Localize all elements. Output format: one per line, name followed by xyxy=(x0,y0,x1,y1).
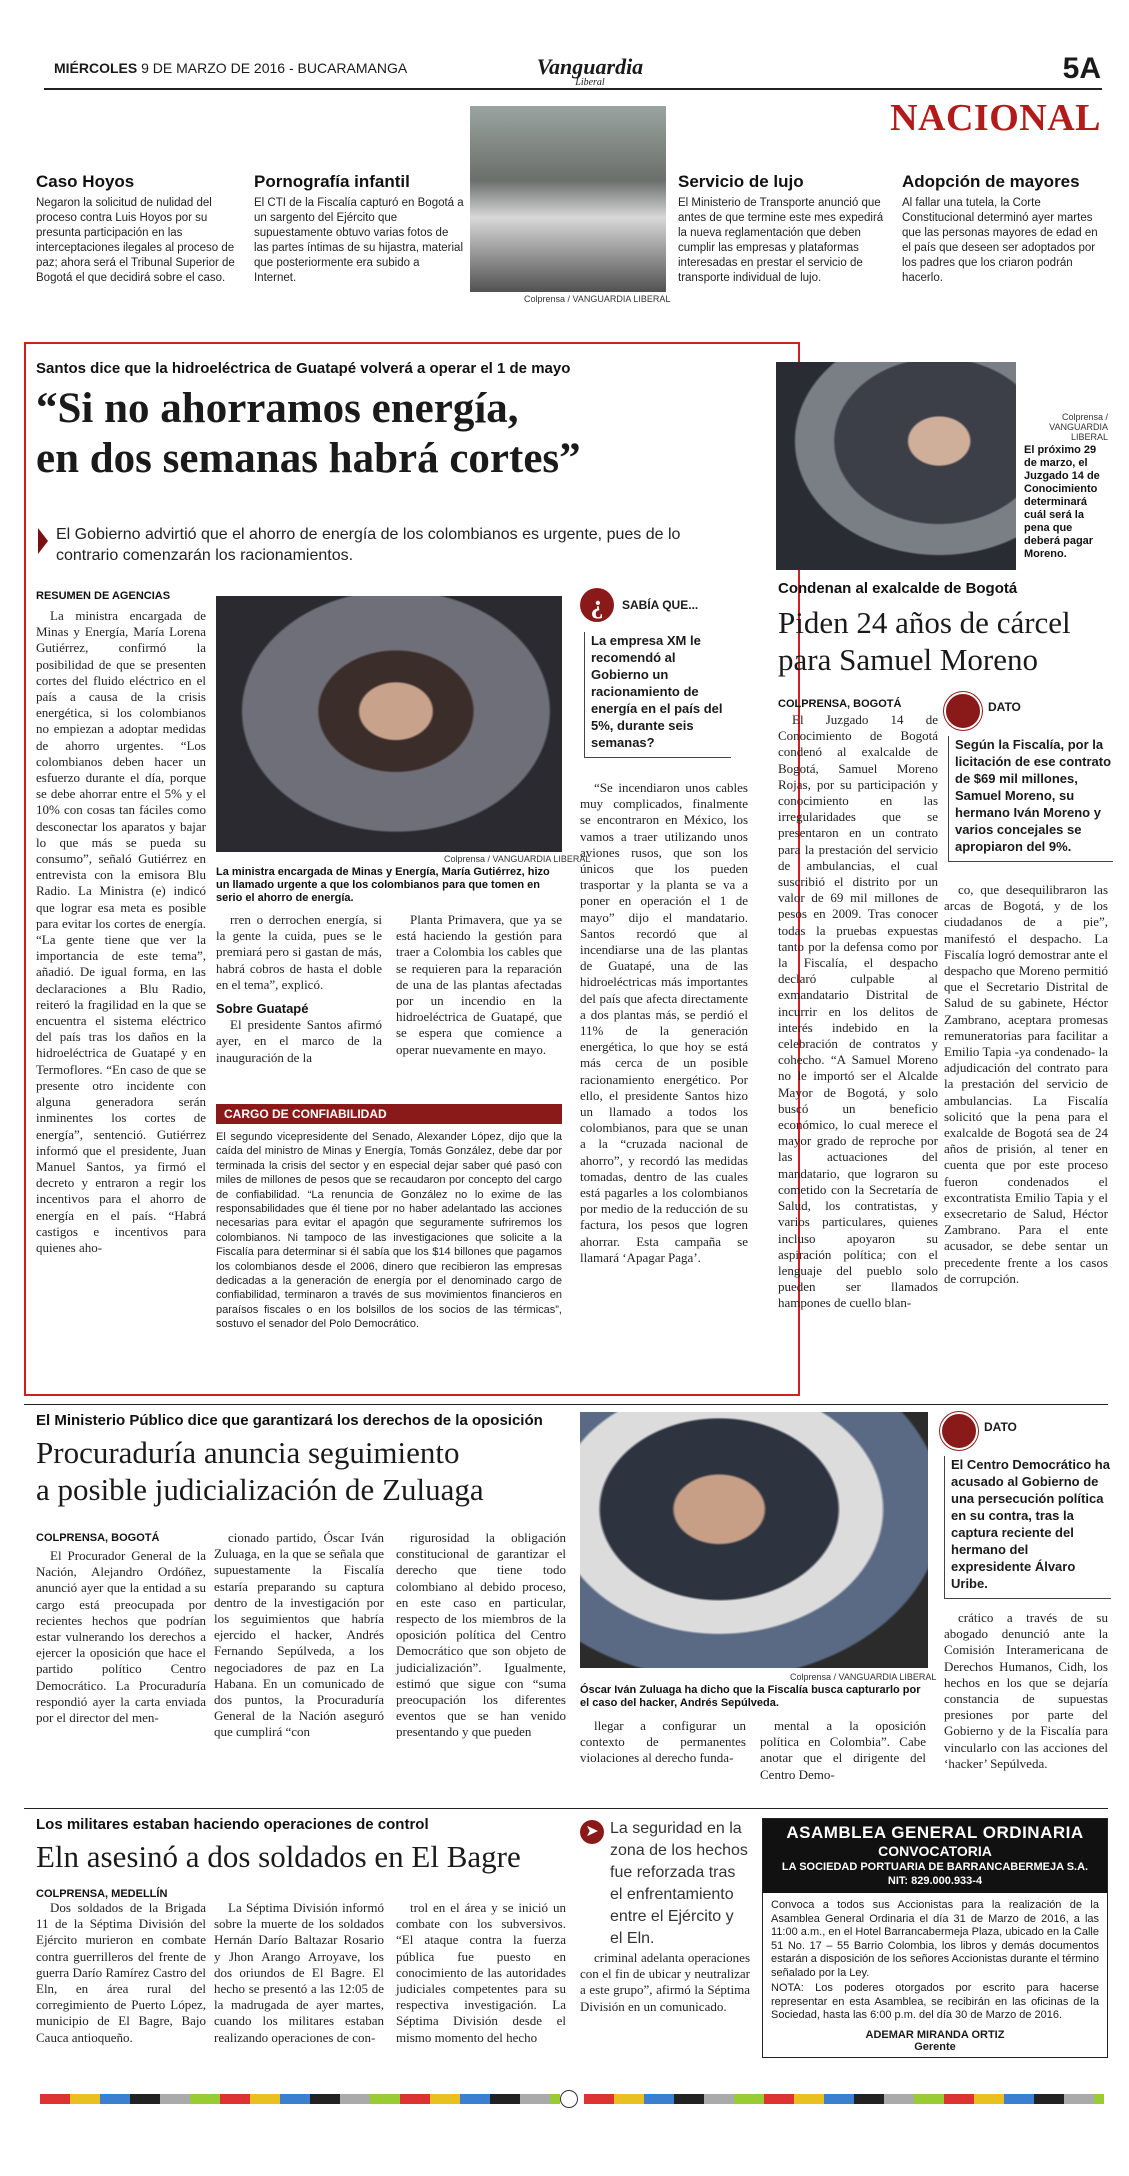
main-byline: RESUMEN DE AGENCIAS xyxy=(36,590,171,602)
brief-title: Caso Hoyos xyxy=(36,172,135,191)
ad-subtitle: CONVOCATORIA xyxy=(878,1843,992,1859)
moreno-headline-line1: Piden 24 años de cárcel xyxy=(778,605,1071,640)
brief-title: Servicio de lujo xyxy=(678,172,804,191)
section-divider-2 xyxy=(24,1808,1108,1809)
sub-guatape: Sobre Guatapé xyxy=(216,1001,309,1017)
dato-label: DATO xyxy=(984,1420,1017,1434)
header-date-day: MIÉRCOLES xyxy=(54,60,138,76)
brief-caso-hoyos xyxy=(36,172,236,286)
print-color-bar-right xyxy=(584,2094,1104,2104)
moreno-col1-text: El Juzgado 14 de Conocimiento de Bogotá condenó al exalcalde de Bogotá, Samuel Moreno Rojas, por su participación y conocimiento en las irregularidades que se presentaron en un contrato para la prestación del servicio de ambulancias, el cual suscribió el distrito por un valor de 69 mil millones de pesos en 2009. Tras conocer todas la pruebas expuestas tanto por la defensa como por la Fiscalía, el despacho declaró culpable al exmandatario Distrital de incurrir en los delitos de interés indebido en la celebración de contratos y cohecho. “A Samuel Moreno no le importó ser el Alcalde Mayor de Bogotá, y solo buscó un beneficio económico, lo cual merece el mayor grado de reproche por las actuaciones del mandatario, que lograron su cometido con la Secretaría de Salud, los contratistas, y varios particulares, quienes incluso apoyaron su aspiración política; con el lenguaje del pueblo solo pueden ser llamados hampones de cuello blan- xyxy=(778,712,938,1311)
dato-badge-icon xyxy=(944,692,982,730)
zuluaga-photo-credit: Colprensa / VANGUARDIA LIBERAL xyxy=(790,1672,937,1682)
zuluaga-col2-text: cionado partido, Óscar Iván Zuluaga, en la que se señala que supuestamente la Fiscalía estaría preparando su captura dentro de la investigación por los seguimientos que habría ejercido el hacker, Andrés Fernando Sepúlveda, a los negociadores de paz en La Habana. En un comunicado de dos puntos, la Procuraduría General de la Nación aseguró que cumplirá “con xyxy=(214,1530,384,1740)
eln-byline: COLPRENSA, MEDELLÍN xyxy=(36,1888,168,1900)
brief-text: Al fallar una tutela, la Corte Constitucional determinó ayer martes que las personas mayores de edad en el país que deseen ser adoptados por los padres que los criaron podrán hacerlo. xyxy=(902,197,1098,284)
ad-company: LA SOCIEDAD PORTUARIA DE BARRANCABERMEJA S.A. xyxy=(781,1861,1089,1873)
zuluaga-photo-caption: Óscar Iván Zuluaga ha dicho que la Fiscalía busca capturarlo por el caso del hacker, Andrés Sepúlveda. xyxy=(580,1684,921,1709)
brief-title: Adopción de mayores xyxy=(902,172,1080,191)
pullquote-arrow-icon: ➤ xyxy=(580,1820,604,1844)
dato-text: Según la Fiscalía, por la licitación de ese contrato de $69 mil millones, Samuel Moreno, su hermano Iván Moreno y varios concejales se apropiaron del 9%. xyxy=(948,736,1113,862)
sabia-title: SABÍA QUE... xyxy=(622,598,699,612)
eln-pullquote: La seguridad en la zona de los hechos fue reforzada tras el enfrentamiento entre el Ejército y el Eln. xyxy=(610,1820,748,1947)
dato-badge-icon xyxy=(940,1412,978,1450)
photo-minister xyxy=(216,596,562,852)
brief-pornografia xyxy=(254,172,464,286)
dato-text: El Centro Democrático ha acusado al Gobierno de una persecución política en su contra, tras la captura reciente del hermano del expresidente Álvaro Uribe. xyxy=(944,1456,1111,1599)
sabia-text: La empresa XM le recomendó al Gobierno un racionamiento de energía en el país del 5%, durante seis semanas? xyxy=(584,632,731,758)
brief-text: El Ministerio de Transporte anunció que antes de que termine este mes expedirá la nueva reglamentación que deben cumplir las empresas y plataformas interesadas en prestar el servicio de transporte individual de lujo. xyxy=(678,197,884,284)
zuluaga-col5-text: mental a la oposición política en Colombia”. Cabe anotar que el dirigente del Centro Demo- xyxy=(760,1718,926,1782)
registration-mark-icon xyxy=(560,2090,578,2108)
main-photo-credit: Colprensa / VANGUARDIA LIBERAL xyxy=(444,854,591,864)
moreno-headline-line2: para Samuel Moreno xyxy=(778,642,1038,677)
zuluaga-col5 xyxy=(760,1718,926,1783)
sidebar-text: El segundo vicepresidente del Senado, Alexander López, dijo que la caída del ministro de Minas y Energía, Tomás González, debe dar por terminada la crisis del sector y en especial dejar saber qué pasó con miles de millones de pesos que se recaudaron por concepto del cargo de confiabilidad. “La renuncia de González no lo exime de las responsabilidades que él tiene por no haber adelantado las acciones necesarias para evitar el apagón que seguramente sufriremos los colombianos. Ni tampoco de las investigaciones que solicite a la Fiscalía para determinar si él sabía que los $14 billones que pagamos los colombianos desde el 2006, dinero que recibieron las empresas dedicadas a la generación de energía por el denominado cargo de confiabilidad, terminaron a través de sus movimientos financieros en paraísos fiscales o en los bolsillos de los socios de las térmicas”, sostuvo el senador del Polo Democrático. xyxy=(216,1131,562,1331)
header-date xyxy=(54,60,407,76)
main-col4-text: “Se incendiaron unos cables muy complicados, finalmente se encontraron en México, los vamos a traer utilizando unos aviones rusos, que son los únicos que los pueden trasportar y la planta se va a poner en operación el 1 de mayo” dijo el mandatario. Santos recordó que al incendiarse una de las plantas de Guatapé, una de las hidroeléctricas más importantes del país que afecta directamente a dos plantas más, se perdió el 11% de la generación energética, lo que hoy se está más cerca de un posible racionamiento energético. Por ello, el presidente Santos hizo un llamado a todos los colombianos, para que se unan a la “cruzada nacional de ahorro”, y recordó las medidas tomadas, dentro de las cuales está pagarles a los colombianos por medio de la reducción de su factura, los pesos que logren ahorrar. Esta campaña se llamará ‘Apagar Paga’. xyxy=(580,780,748,1265)
main-deck: El Gobierno advirtió que el ahorro de energía de los colombianos es urgente, pues de lo contrario comenzarán los racionamientos. xyxy=(56,526,681,564)
main-col4 xyxy=(580,780,748,1266)
eln-col4-text: criminal adelanta operaciones con el fin de ubicar y neutralizar a este grupo”, afirmó la Séptima División en un comunicado. xyxy=(580,1950,750,2014)
eln-headline: Eln asesinó a dos soldados en El Bagre xyxy=(36,1839,521,1874)
moreno-headline xyxy=(778,604,1071,678)
zuluaga-col1 xyxy=(36,1548,206,1726)
main-headline-line1: “Si no ahorramos energía, xyxy=(36,385,519,432)
moreno-col2-text: co, que desequilibraron las arcas de Bogotá, y de los ciudadanos de a pie”, manifestó el despacho. La Fiscalía logró demostrar ante el despacho que Moreno permitió que el Secretario Distrital de Salud de su gabinete, Héctor Zambrano, aceptara promesas remuneratorias para facilitar a Emilio Tapia -ya condenado- la adjudicación del contrato para la prestación del servicio de ambulancias. La Fiscalía solicitó que la pena para el exalcalde de Bogotá sea de 24 años de prisión, al tener en cuenta que por este proceso fueron condenados el excontratista Emilio Tapia y el exsecretario de Salud, Héctor Zambrano. Para el ente acusador, se debe sentar un precedente frente a los casos de corrupción. xyxy=(944,882,1108,1286)
main-headline-line2: en dos semanas habrá cortes” xyxy=(36,435,581,482)
zuluaga-col2 xyxy=(214,1530,384,1741)
main-col2 xyxy=(216,912,382,1066)
moreno-byline: COLPRENSA, BOGOTÁ xyxy=(778,698,902,710)
ad-note: NOTA: Los poderes otorgados por escrito para hacerse representar en esta Asamblea, se recibirán en las oficinas de la Sociedad, hasta las 6:00 p.m. del día 30 de Marzo de 2016. xyxy=(771,1982,1099,2021)
dato-label: DATO xyxy=(988,700,1021,714)
sidebar-title: CARGO DE CONFIABILIDAD xyxy=(216,1104,562,1124)
ad-signer-title: Gerente xyxy=(914,2040,956,2053)
ad-signer: ADEMAR MIRANDA ORTIZ xyxy=(865,2028,1005,2041)
zuluaga-headline-line1: Procuraduría anuncia seguimiento xyxy=(36,1435,460,1470)
section-divider-1 xyxy=(24,1404,1108,1405)
eln-col1 xyxy=(36,1900,206,2046)
ad-nit: NIT: 829.000.933-4 xyxy=(887,1875,983,1887)
photo-samuel-moreno xyxy=(776,362,1016,570)
eln-col1-text: Dos soldados de la Brigada 11 de la Séptima División del Ejército murieron en combate contra guerrilleros del frente de guerra Darío Ramírez Castro del Eln, en área rural del corregimiento de Puerto López, municipio de El Bagre, Bajo Cauca antioqueño. xyxy=(36,1900,206,2045)
zuluaga-col3 xyxy=(396,1530,566,1741)
zuluaga-headline-line2: a posible judicialización de Zuluaga xyxy=(36,1472,484,1507)
moreno-col2 xyxy=(944,882,1108,1287)
zuluaga-col6 xyxy=(944,1610,1108,1772)
ad-header xyxy=(763,1819,1107,1893)
page-number: 5A xyxy=(1062,52,1101,85)
eln-kicker: Los militares estaban haciendo operaciones de control xyxy=(36,1816,429,1833)
eln-col3-text: trol en el área y se inició un combate con los subversivos. “El ataque contra la fuerza pública fue puesto en conocimiento de las autoridades judiciales competentes para su respectiva investigación. La Séptima División desde el mismo momento del hecho xyxy=(396,1900,566,2045)
main-headline xyxy=(36,384,581,484)
zuluaga-col4-text: llegar a configurar un contexto de permanentes violaciones al derecho funda- xyxy=(580,1718,746,1766)
moreno-kicker: Condenan al exalcalde de Bogotá xyxy=(778,580,1018,597)
zuluaga-col1-text: El Procurador General de la Nación, Alejandro Ordóñez, anunció ayer que la entidad a su cargo está preocupada por recientes hechos que podrían estar vulnerando los derechos a ejercer la oposición que hace el partido político Centro Democrático. La Procuraduría respondió ayer la carta enviada por el director del men- xyxy=(36,1548,206,1726)
zuluaga-byline: COLPRENSA, BOGOTÁ xyxy=(36,1532,160,1544)
section-title: NACIONAL xyxy=(890,97,1101,139)
top-photo-credit: Colprensa / VANGUARDIA LIBERAL xyxy=(524,294,671,304)
sidebar-cargo-confiabilidad xyxy=(216,1104,562,1332)
question-icon xyxy=(580,588,614,622)
logo-sub: Liberal xyxy=(575,77,605,88)
ad-asamblea xyxy=(762,1818,1108,2058)
brief-title: Pornografía infantil xyxy=(254,172,410,191)
zuluaga-col3-text: rigurosidad la obligación constitucional de garantizar el derecho que tiene todo colombiano al debido proceso, en este caso en particular, respecto de los miembros de la oposición política del Centro Democrático que son objeto de judicialización”. Igualmente, estimó que sigue con “suma preocupación los diferentes eventos que se han venido presentando y que pueden xyxy=(396,1530,566,1740)
main-photo-caption: La ministra encargada de Minas y Energía, María Gutiérrez, hizo un llamado urgente a que los colombianos para que tomen en serio el ahorro de energía. xyxy=(216,866,550,904)
eln-col4 xyxy=(580,1950,750,2015)
newspaper-logo xyxy=(520,56,660,88)
brief-text: El CTI de la Fiscalía capturó en Bogotá a un sargento del Ejército que supuestamente obtuvo varias fotos de las partes íntimas de su hijastra, material que posteriormente era subido a Internet. xyxy=(254,197,464,284)
main-col2-text: rren o derrochen energía, si la gente la cuida, pues se le premiará pero si gastan de más, habrá cobros de hasta el doble en el tema”, explicó. xyxy=(216,912,382,992)
main-col2b-text: El presidente Santos afirmó ayer, en el marco de la inauguración de la xyxy=(216,1017,382,1065)
print-color-bar-left xyxy=(40,2094,560,2104)
eln-col2-text: La Séptima División informó sobre la muerte de los soldados Hernán Darío Baltazar Rosario y Jhon Arango Arroyave, los dos oriundos de El Bagre. El hecho se presentó a las 12:05 de la madrugada de ayer martes, cuando los militares estaban realizando operaciones de con- xyxy=(214,1900,384,2045)
photo-zuluaga xyxy=(580,1412,928,1668)
deck-arrow-icon xyxy=(38,528,48,554)
ad-body: Convoca a todos sus Accionistas para la realización de la Asamblea General Ordinaria el día 31 de Marzo de 2016, a las 11:00 a.m., en el Hotel Barrancabermeja Plaza, ubicado en la Calle 51 No. 17 – 55 Barrio Colombia, los libros y demás documentos estarán a disposición de los señores Accionistas durante el término señalado por la Ley. xyxy=(771,1899,1099,1979)
main-col3-text: Planta Primavera, que ya se está haciendo la gestión para traer a Colombia los cables que se requieren para la reparación de una de las plantas afectadas por un incendio en la hidroeléctrica de Guatapé, que se espera que comience a operar nuevamente en mayo. xyxy=(396,912,562,1057)
header-rule xyxy=(44,88,1102,90)
ad-title: ASAMBLEA GENERAL ORDINARIA xyxy=(786,1823,1084,1842)
zuluaga-headline xyxy=(36,1434,484,1508)
moreno-col1 xyxy=(778,712,938,1390)
moreno-photo-credit: Colprensa / VANGUARDIA LIBERAL xyxy=(1049,412,1108,442)
logo-text: Vanguardia xyxy=(536,54,644,79)
brief-adopcion xyxy=(902,172,1102,286)
zuluaga-col4 xyxy=(580,1718,746,1767)
moreno-photo-caption: El próximo 29 de marzo, el Juzgado 14 de Conocimiento determinará cuál será la pena que deberá pagar Moreno. xyxy=(1024,444,1100,560)
header-date-rest: 9 DE MARZO DE 2016 - BUCARAMANGA xyxy=(141,60,408,76)
brief-servicio-lujo xyxy=(678,172,888,286)
eln-col2 xyxy=(214,1900,384,2046)
main-col1-text: La ministra encargada de Minas y Energía, María Lorena Gutiérrez, confirmó la posibilidad de que se presenten cortes del fluido eléctrico en el país a causa de la crisis energética, si los colombianos no empiezan a adoptar medidas de ahorro urgentes. “Los colombianos deben hacer un esfuerzo durante el día, porque se debe ahorrar entre el 5% y el 10% con cosas tan fáciles como desconectar los aparatos y bajar lo que más se pueda su consumo”, señaló Gutiérrez en entrevista con la emisora Blu Radio. La Ministra (e) indicó que lograr esa meta es posible para evitar los cortes de energía. “La gente tiene que ver la importancia de este tema”, añadió. De igual forma, en las declaraciones a Blu Radio, reiteró la fragilidad en la que se encuentra el sistema eléctrico del país tras los daños en la hidroeléctrica de Guatapé y en Termoflores. “En caso de que se presente otro incidente con alguna generadora serán inminentes los cortes de energía”, sentenció. Gutiérrez informó que el presidente, Juan Manuel Santos, ya firmó el decreto y entraron a regir los incentivos para el ahorro de energía en el país. “Habrá castigos e incentivos para quienes aho- xyxy=(36,608,206,1255)
zuluaga-kicker: El Ministerio Público dice que garantizará los derechos de la oposición xyxy=(36,1412,543,1429)
zuluaga-col6-text: crático a través de su abogado denunció ante la Comisión Interamericana de Derechos Humanos, Cidh, los hechos en los que se dejaría constancia de supuestas presiones por parte del Gobierno y de la Fiscalía para vincularlo con las acciones del ‘hacker’ Sepúlveda. xyxy=(944,1610,1108,1771)
main-col1 xyxy=(36,608,206,1394)
photo-traffic-cars xyxy=(470,106,666,292)
eln-col3 xyxy=(396,1900,566,2046)
brief-text: Negaron la solicitud de nulidad del proceso contra Luis Hoyos por su presunta participación en las interceptaciones ilegales al proceso de paz; ahora será el Tribunal Superior de Bogotá el que decidirá sobre el caso. xyxy=(36,197,235,284)
question-icon-glyph: ¿ xyxy=(590,590,604,619)
main-kicker: Santos dice que la hidroeléctrica de Guatapé volverá a operar el 1 de mayo xyxy=(36,360,571,377)
main-col3 xyxy=(396,912,562,1058)
